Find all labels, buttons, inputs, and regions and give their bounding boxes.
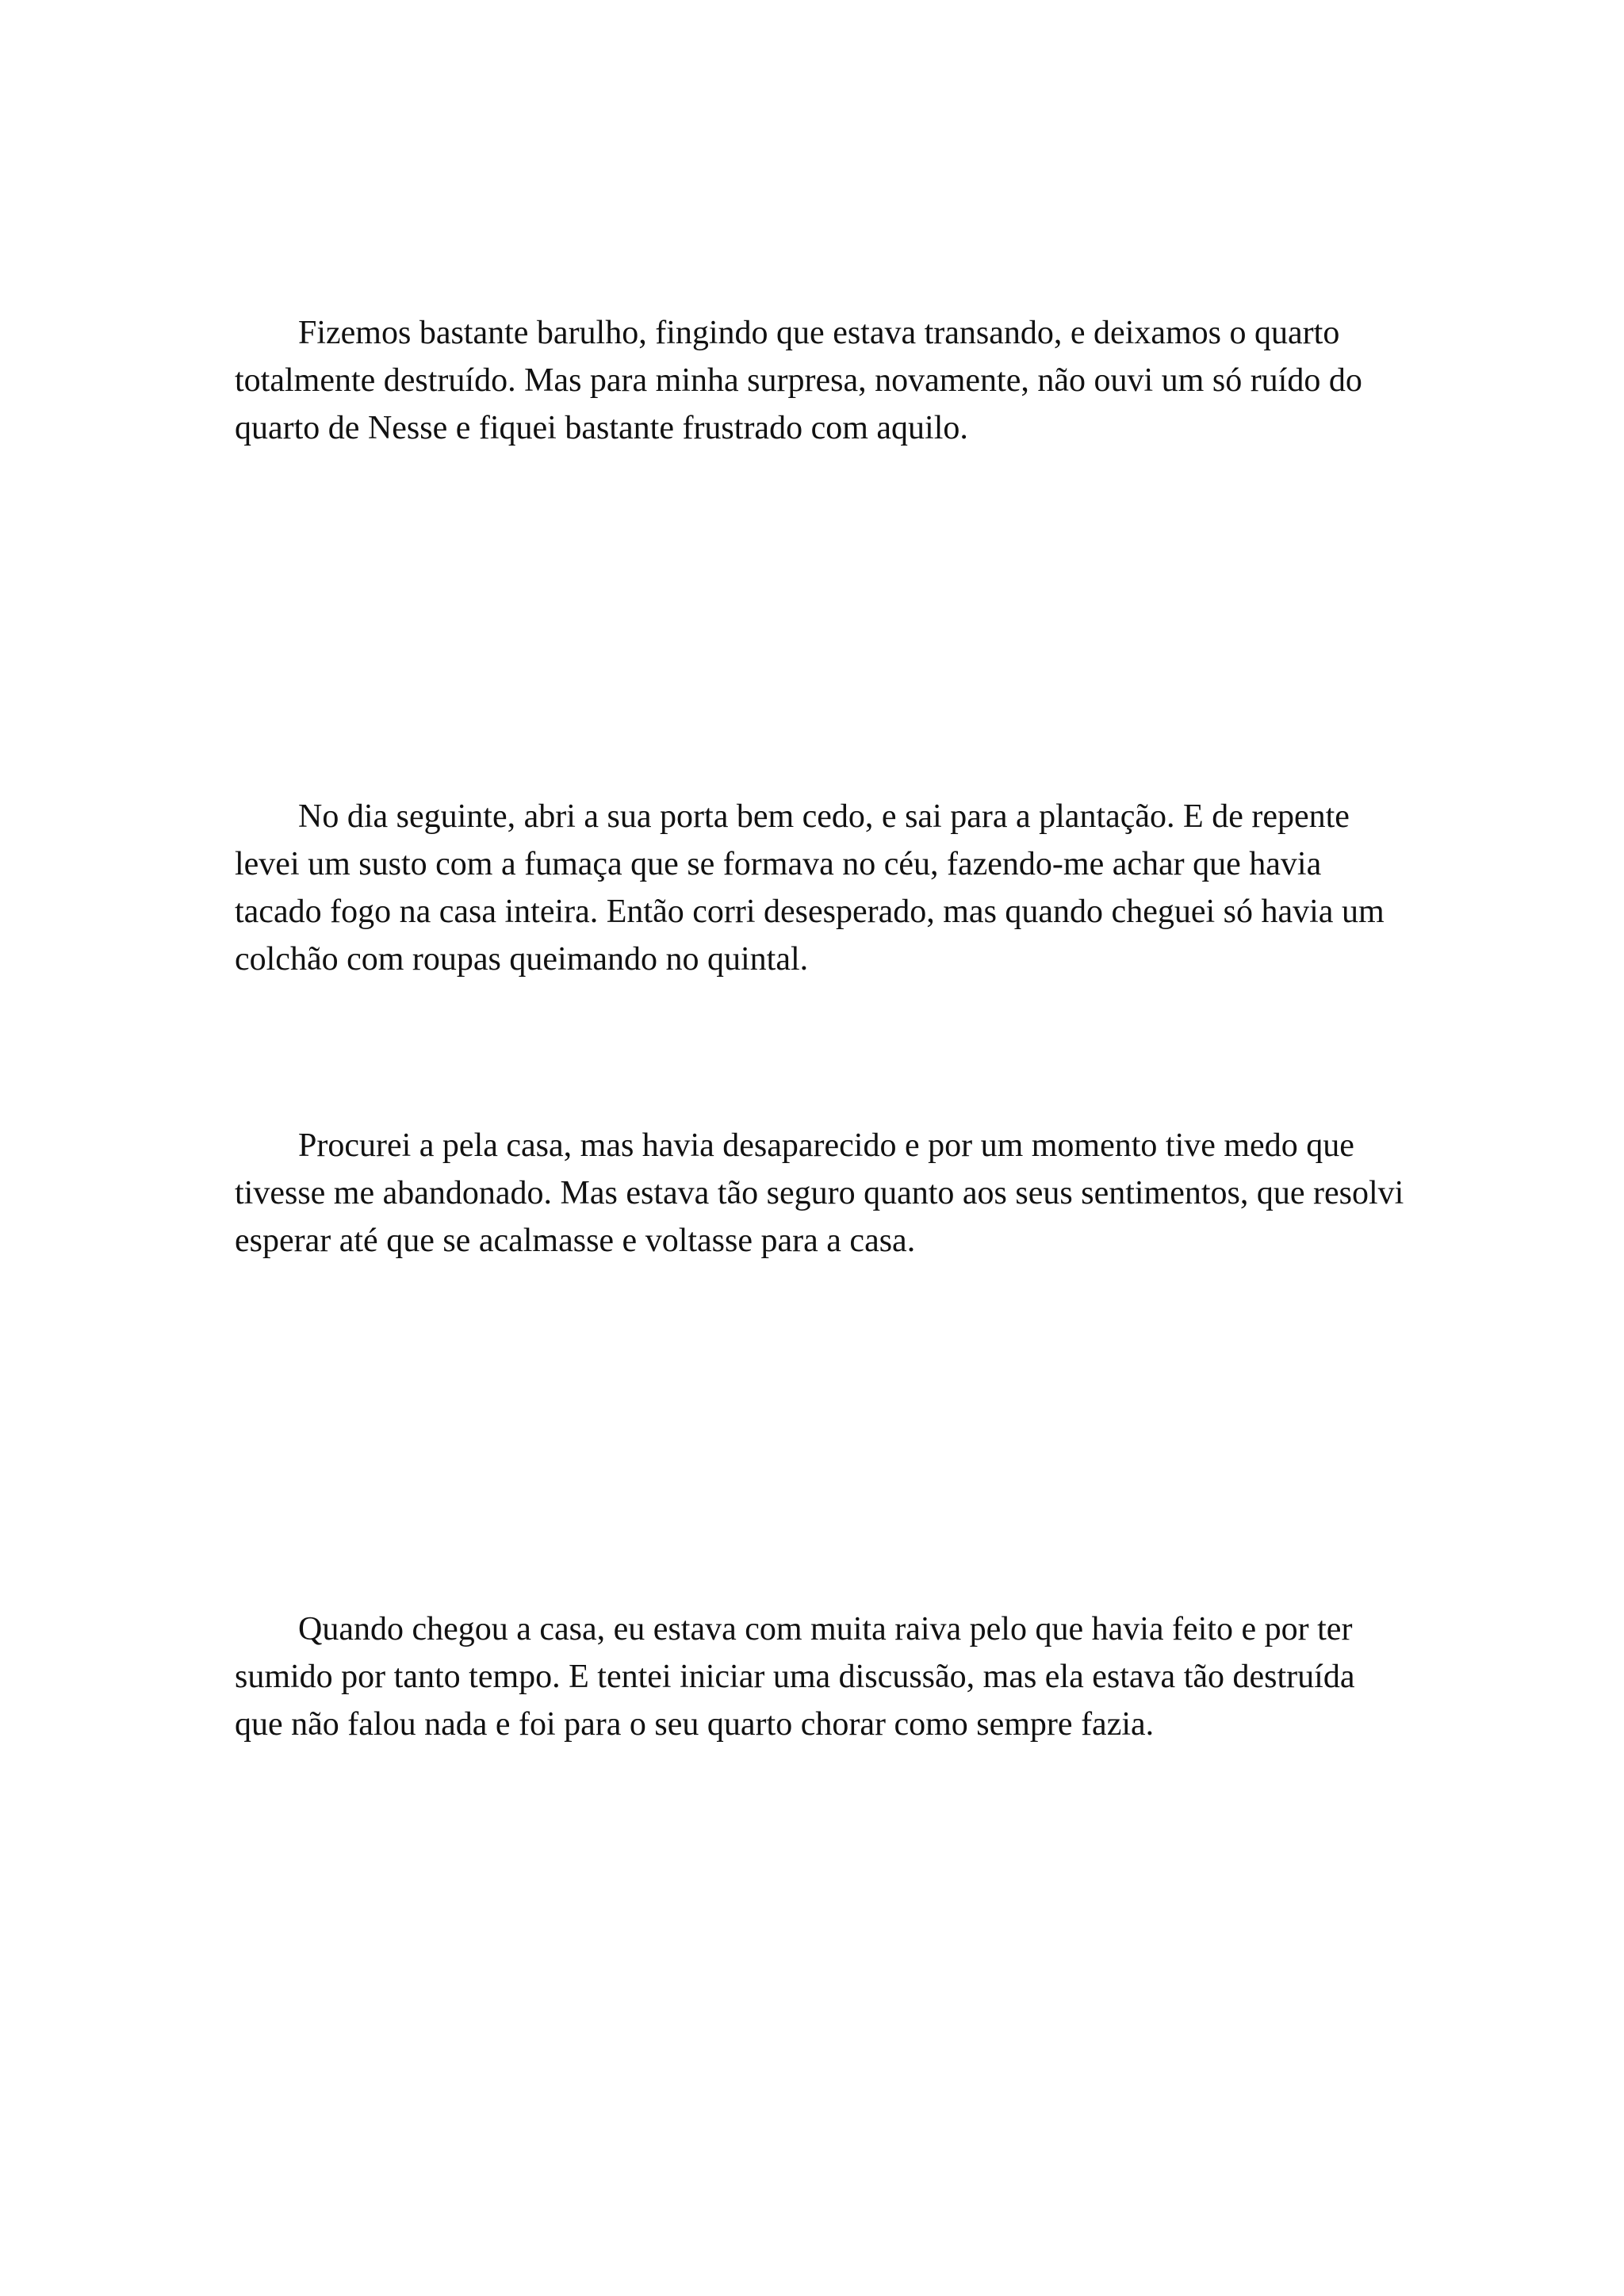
paragraph-1: Fizemos bastante barulho, fingindo que estava transando, e deixamos o quarto totalmente destruído. Mas para minha surpresa, novamente, não ouvi um só ruído do quarto de Nesse e fiquei bastante frustrado com aquilo. [235,315,1362,446]
paragraph-2: No dia seguinte, abri a sua porta bem cedo, e sai para a plantação. E de repente levei um susto com a fumaça que se formava no céu, fazendo-me achar que havia tacado fogo na casa inteira. Então corri desesperado, mas quando cheguei só havia um colchão com roupas queimando no quintal. [235,798,1385,978]
paragraph-3: Procurei a pela casa, mas havia desaparecido e por um momento tive medo que tivesse me abandonado. Mas estava tão seguro quanto aos seus sentimentos, que resolvi esperar até que se acalmasse e voltasse para a casa. [235,1127,1404,1259]
paragraph-4: Quando chegou a casa, eu estava com muita raiva pelo que havia feito e por ter sumido por tanto tempo. E tentei iniciar uma discussão, mas ela estava tão destruída que não falou nada e foi para o seu quarto chorar como sempre fazia. [235,1611,1355,1743]
